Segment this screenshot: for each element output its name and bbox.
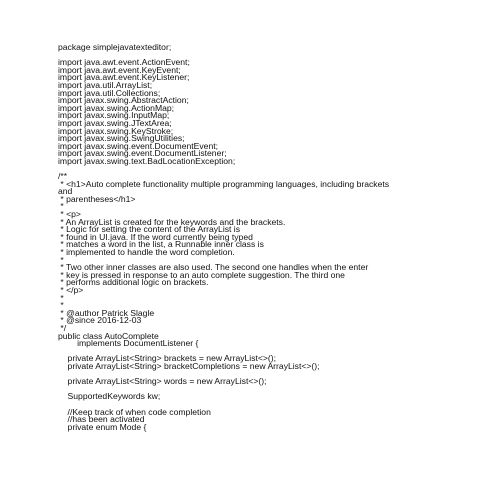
code-line: import javax.swing.JTextArea; xyxy=(58,117,172,128)
code-line: import java.awt.event.KeyListener; xyxy=(58,72,190,83)
code-line: * found in UI.java. If the word currently being typed xyxy=(58,231,253,242)
code-line: public class AutoComplete xyxy=(58,330,159,341)
code-line: * Logic for setting the content of the ArrayList is xyxy=(58,224,240,235)
source-code-text xyxy=(58,44,468,431)
code-line: private ArrayList<String> words = new ArrayList<>(); xyxy=(58,376,267,387)
code-line: import java.util.Collections; xyxy=(58,87,161,98)
code-line: implements DocumentListener { xyxy=(58,338,199,349)
code-line: import javax.swing.InputMap; xyxy=(58,110,170,121)
code-line: import javax.swing.ActionMap; xyxy=(58,102,175,113)
code-line: * xyxy=(58,292,64,303)
code-line: * parentheses</h1> xyxy=(58,193,136,204)
code-line: import javax.swing.event.DocumentListener; xyxy=(58,148,227,159)
code-line: //has been activated xyxy=(58,414,145,425)
code-line xyxy=(58,166,468,174)
code-line: */ xyxy=(58,322,67,333)
code-line: import javax.swing.text.BadLocationException; xyxy=(58,155,236,166)
code-line: package simplejavatexteditor; xyxy=(58,42,172,52)
code-line: * Two other inner classes are also used. The second one handles when the enter xyxy=(58,262,369,273)
code-line: import javax.swing.SwingUtilities; xyxy=(58,133,185,144)
code-line: SupportedKeywords kw; xyxy=(58,391,161,402)
code-line: * implemented to handle the word completion. xyxy=(58,247,235,258)
code-line: * <h1>Auto complete functionality multiple programming languages, including brackets xyxy=(58,178,390,189)
code-line: import java.util.ArrayList; xyxy=(58,79,153,90)
code-line: private enum Mode { xyxy=(58,421,147,432)
code-line: * xyxy=(58,300,64,311)
code-line: private ArrayList<String> brackets = new ArrayList<>(); xyxy=(58,353,277,364)
code-line: * performs additional logic on brackets. xyxy=(58,277,209,288)
code-line: /** xyxy=(58,171,68,182)
code-line: import javax.swing.AbstractAction; xyxy=(58,95,189,106)
code-line: //Keep track of when code completion xyxy=(58,406,211,417)
code-line: import java.awt.event.KeyEvent; xyxy=(58,64,181,75)
code-line: private ArrayList<String> bracketCompletions = new ArrayList<>(); xyxy=(58,360,320,371)
code-line: * @since 2016-12-03 xyxy=(58,315,142,326)
code-line: import javax.swing.event.DocumentEvent; xyxy=(58,140,219,151)
code-line: * matches a word in the list, a Runnable inner class is xyxy=(58,239,264,250)
code-line: * xyxy=(58,254,64,265)
code-line: * <p> xyxy=(58,209,81,220)
code-line: * @author Patrick Slagle xyxy=(58,307,155,318)
code-line: import java.awt.event.ActionEvent; xyxy=(58,57,190,68)
code-line: * </p> xyxy=(58,285,84,295)
code-line: * An ArrayList is created for the keywords and the brackets. xyxy=(58,216,286,227)
code-line: and xyxy=(58,186,73,197)
code-line: * key is pressed in response to an auto complete suggestion. The third one xyxy=(58,269,345,280)
code-line: import javax.swing.KeyStroke; xyxy=(58,125,174,136)
code-line: * xyxy=(58,201,64,212)
